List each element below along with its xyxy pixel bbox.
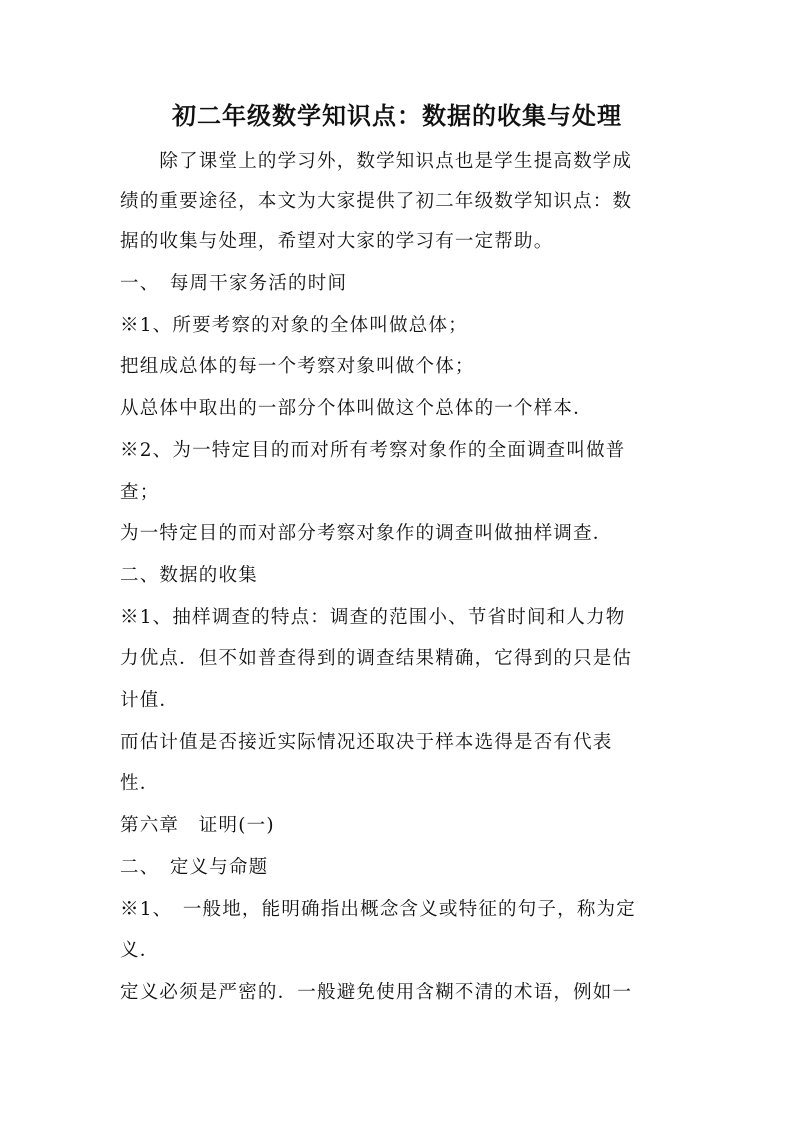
section-heading: 二、 定义与命题 (120, 857, 269, 878)
paragraph-line: 为一特定目的而对部分考察对象作的调查叫做抽样调查． (120, 523, 613, 544)
paragraph-line: 力优点．但不如普查得到的调查结果精确，它得到的只是估 (120, 648, 633, 669)
paragraph-line: 除了课堂上的学习外，数学知识点也是学生提高数学成 (120, 151, 633, 172)
paragraph-line: 把组成总体的每一个考察对象叫做个体； (120, 356, 475, 377)
paragraph-line: 义． (120, 940, 160, 961)
paragraph-line: 从总体中取出的一部分个体叫做这个总体的一个样本． (120, 398, 593, 419)
list-item: ※2、为一特定目的而对所有考察对象作的全面调查叫做普 (120, 440, 626, 461)
list-item: ※1、抽样调查的特点：调查的范围小、节省时间和人力物 (120, 607, 626, 628)
paragraph-line: 计值． (120, 690, 180, 711)
document-title: 初二年级数学知识点：数据的收集与处理 (172, 101, 622, 130)
list-item: ※1、 一般地，能明确指出概念含义或特征的句子，称为定 (120, 899, 636, 920)
paragraph-line: 而估计值是否接近实际情况还取决于样本选得是否有代表 (120, 732, 613, 753)
paragraph-line: 性． (120, 773, 160, 794)
paragraph-line: 据的收集与处理，希望对大家的学习有一定帮助。 (120, 231, 554, 252)
paragraph-line: 查； (120, 482, 160, 503)
paragraph-line: 绩的重要途径，本文为大家提供了初二年级数学知识点：数 (120, 191, 633, 212)
chapter-heading: 第六章 证明(一) (120, 815, 275, 836)
list-item: ※1、所要考察的对象的全体叫做总体； (120, 315, 468, 336)
section-heading: 二、数据的收集 (120, 565, 258, 586)
section-heading: 一、 每周干家务活的时间 (120, 273, 348, 294)
paragraph-line: 定义必须是严密的．一般避免使用含糊不清的术语，例如一 (120, 982, 633, 1003)
